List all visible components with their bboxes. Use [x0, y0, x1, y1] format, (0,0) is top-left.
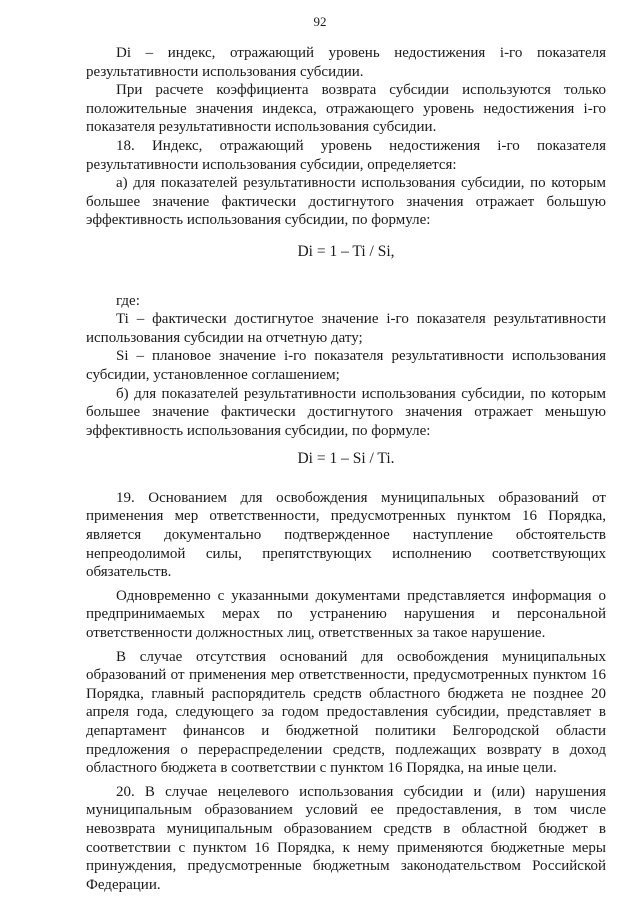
- paragraph-where: где:: [116, 292, 140, 309]
- paragraph-19: 19. Основанием для освобождения муниципальных образований от применения мер ответственности, предусмотренных пунктом 16 Порядка, является документально подтвержденное наступление обстоятельств непреодолимой силы, препятствующих исполнению соответствующих обязательств.: [86, 489, 606, 581]
- formula-1: Di = 1 – Ti / Si,: [297, 242, 395, 260]
- document-body: [86, 44, 606, 894]
- paragraph-si-definition: Si – плановое значение i-го показателя результативности использования субсидии, установленное соглашением;: [86, 348, 606, 383]
- paragraph-positive-values: При расчете коэффициента возврата субсидии используются только положительные значения индекса, отражающего уровень недостижения i-го показателя результативности использования субсидии.: [86, 82, 606, 136]
- paragraph-simultaneously: Одновременно с указанными документами представляется информация о предпринимаемых мерах по устранению нарушения и персональной ответственности должностных лиц, ответственных за такое нарушение.: [86, 587, 606, 642]
- paragraph-18: 18. Индекс, отражающий уровень недостижения i-го показателя результативности использования субсидии, определяется:: [86, 137, 606, 173]
- paragraph-18a: а) для показателей результативности использования субсидии, по которым большее значение фактически достигнутого значения отражает большую эффективность использования субсидии, по формуле:: [86, 175, 606, 229]
- paragraph-no-grounds: В случае отсутствия оснований для освобождения муниципальных образований от применения мер ответственности, предусмотренных пунктом 16 Порядка, главный распорядитель средств областного бюджета не позднее 20 апреля года, следующего за годом предоставления субсидии, представляет в департамент финансов и бюджетной политики Белгородской области предложения о перераспределении средств, подлежащих возврату в доход областного бюджета в соответствии с пунктом 16 Порядка, на иные цели.: [86, 648, 606, 777]
- paragraph-ti-definition: Ti – фактически достигнутое значение i-го показателя результативности использования субсидии на отчетную дату;: [86, 311, 606, 346]
- paragraph-18b: б) для показателей результативности использования субсидии, по которым большее значение фактически достигнутого значения отражает меньшую эффективность использования субсидии, по формуле:: [86, 385, 606, 439]
- page-number: 92: [313, 14, 327, 29]
- formula-2: Di = 1 – Si / Ti.: [297, 450, 395, 468]
- paragraph-20: 20. В случае нецелевого использования субсидии и (или) нарушения муниципальным образованием условий ее предоставления, в том числе невозврата муниципальным образованием средств в областной бюджет в соответствии с пунктом 16 Порядка, к нему применяются бюджетные меры принуждения, предусмотренные бюджетным законодательством Российской Федерации.: [86, 783, 606, 893]
- paragraph-di-definition: Di – индекс, отражающий уровень недостижения i-го показателя результативности использования субсидии.: [86, 45, 606, 80]
